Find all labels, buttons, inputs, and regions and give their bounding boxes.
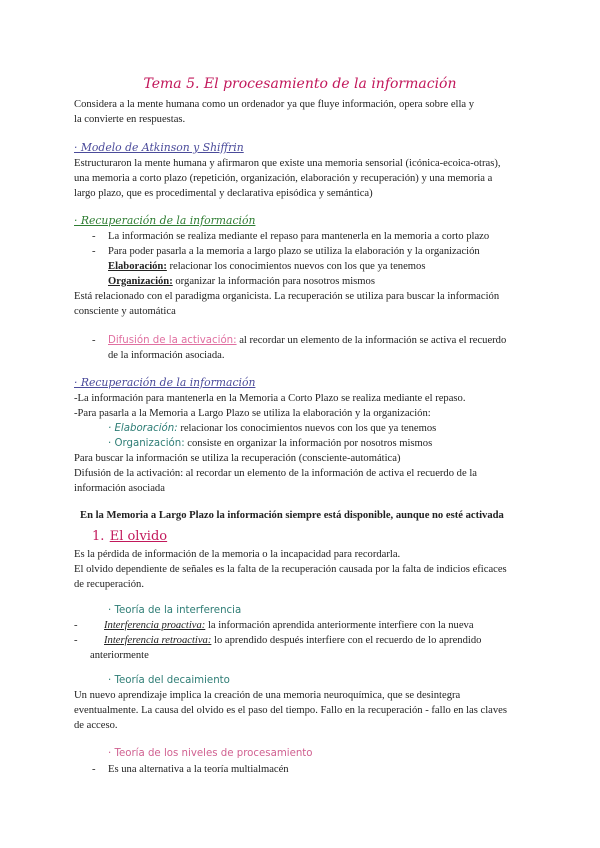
recup-bullet-1: La información se realiza mediante el repaso para mantenerla en la memoria a corto plazo bbox=[108, 231, 490, 242]
interferencia-header: · Teoría de la interferencia bbox=[108, 605, 242, 616]
niveles-header: · Teoría de los niveles de procesamiento bbox=[108, 748, 313, 759]
olvido-line-1: Es la pérdida de información de la memoria o la incapacidad para recordarla. bbox=[74, 549, 401, 560]
bullet-dash: - bbox=[92, 231, 96, 242]
recup2-elaboracion bbox=[108, 421, 436, 437]
olvido-heading bbox=[92, 529, 167, 546]
bold-note: En la Memoria a Largo Plazo la información siempre está disponible, aunque no esté activada bbox=[80, 510, 504, 521]
bullet-dash: - bbox=[92, 246, 96, 257]
recup2-organizacion-text: consiste en organizar la información por nosotros mismos bbox=[184, 438, 433, 449]
recup2-organizacion-label: · Organización: bbox=[108, 438, 185, 449]
elaboracion-text: relacionar los conocimientos nuevos con los que ya tenemos bbox=[166, 261, 426, 272]
decaimiento-line-3: de acceso. bbox=[74, 720, 118, 731]
difusion-label: Difusión de la activación: bbox=[108, 335, 237, 346]
atkinson-line-2: una memoria a corto plazo (repetición, organización, elaboración y recuperación) y una memoria a bbox=[74, 173, 493, 184]
recup2-line-3: Para buscar la información se utiliza la recuperación (consciente-automática) bbox=[74, 453, 401, 464]
recup2-line-5: información asociada bbox=[74, 483, 165, 494]
recup2-elaboracion-label: · Elaboración: bbox=[108, 423, 178, 434]
recup2-elaboracion-text: relacionar los conocimientos nuevos con los que ya tenemos bbox=[177, 423, 437, 434]
section-header-atkinson: · Modelo de Atkinson y Shiffrin bbox=[74, 141, 244, 154]
recup2-organizacion bbox=[108, 436, 432, 452]
organizacion-line bbox=[108, 274, 375, 290]
atkinson-line-1: Estructuraron la mente humana y afirmaron que existe una memoria sensorial (icónica-ecoica-otras), bbox=[74, 158, 501, 169]
retroactiva-label: Interferencia retroactiva: bbox=[104, 635, 212, 646]
paradigma-line-1: Está relacionado con el paradigma organicista. La recuperación se utiliza para buscar la información bbox=[74, 291, 500, 302]
decaimiento-line-2: eventualmente. La causa del olvido es el paso del tiempo. Fallo en la recuperación - fallo en las claves bbox=[74, 705, 507, 716]
proactiva-text: la información aprendida anteriormente interfiere con la nueva bbox=[205, 620, 474, 631]
retroactiva-text: lo aprendido después interfiere con el recuerdo de lo aprendido bbox=[211, 635, 482, 646]
olvido-title: El olvido bbox=[109, 529, 168, 544]
difusion-text: al recordar un elemento de la información se activa el recuerdo bbox=[236, 335, 507, 346]
bullet-dash: - bbox=[92, 764, 96, 775]
atkinson-line-3: largo plazo, que es procedimental y declarativa episódica y semántica) bbox=[74, 188, 373, 199]
difusion-line-2: de la información asociada. bbox=[108, 350, 225, 361]
intro-line-1: Considera a la mente humana como un ordenador ya que fluye información, opera sobre ella y bbox=[74, 99, 475, 110]
bullet-dash: - bbox=[92, 335, 96, 346]
paradigma-line-2: consciente y automática bbox=[74, 306, 176, 317]
page-title: Tema 5. El procesamiento de la información bbox=[143, 76, 457, 92]
organizacion-text: organizar la información para nosotros mismos bbox=[172, 276, 375, 287]
recup2-line-1: -La información para mantenerla en la Memoria a Corto Plazo se realiza mediante el repaso. bbox=[74, 393, 466, 404]
decaimiento-header: · Teoría del decaimiento bbox=[108, 675, 230, 686]
intro-line-2: la convierte en respuestas. bbox=[74, 114, 186, 125]
recup2-line-4: Difusión de la activación: al recordar un elemento de la información de activa el recuerdo de la bbox=[74, 468, 477, 479]
proactiva-line bbox=[104, 618, 474, 634]
niveles-bullet-1: Es una alternativa a la teoría multialmacén bbox=[108, 764, 289, 775]
recup-bullet-2: Para poder pasarla a la memoria a largo plazo se utiliza la elaboración y la organización bbox=[108, 246, 480, 257]
proactiva-label: Interferencia proactiva: bbox=[104, 620, 206, 631]
bullet-dash: - bbox=[74, 620, 78, 631]
olvido-line-3: de recuperación. bbox=[74, 579, 144, 590]
retroactiva-line bbox=[104, 633, 481, 649]
olvido-line-2: El olvido dependiente de señales es la falta de la recuperación causada por la falta de indicios eficaces bbox=[74, 564, 507, 575]
retroactiva-line-2: anteriormente bbox=[90, 650, 149, 661]
difusion-line-1 bbox=[108, 333, 506, 349]
elaboracion-label: Elaboración: bbox=[108, 261, 167, 272]
section-header-recuperacion-1: · Recuperación de la información bbox=[74, 214, 256, 227]
olvido-number: 1. bbox=[92, 529, 105, 544]
bullet-dash: - bbox=[74, 635, 78, 646]
decaimiento-line-1: Un nuevo aprendizaje implica la creación de una memoria neuroquímica, que se desintegra bbox=[74, 690, 461, 701]
organizacion-label: Organización: bbox=[108, 276, 173, 287]
elaboracion-line bbox=[108, 259, 425, 275]
recup2-line-2: -Para pasarla a la Memoria a Largo Plazo se utiliza la elaboración y la organización: bbox=[74, 408, 431, 419]
section-header-recuperacion-2: · Recuperación de la información bbox=[74, 376, 256, 389]
